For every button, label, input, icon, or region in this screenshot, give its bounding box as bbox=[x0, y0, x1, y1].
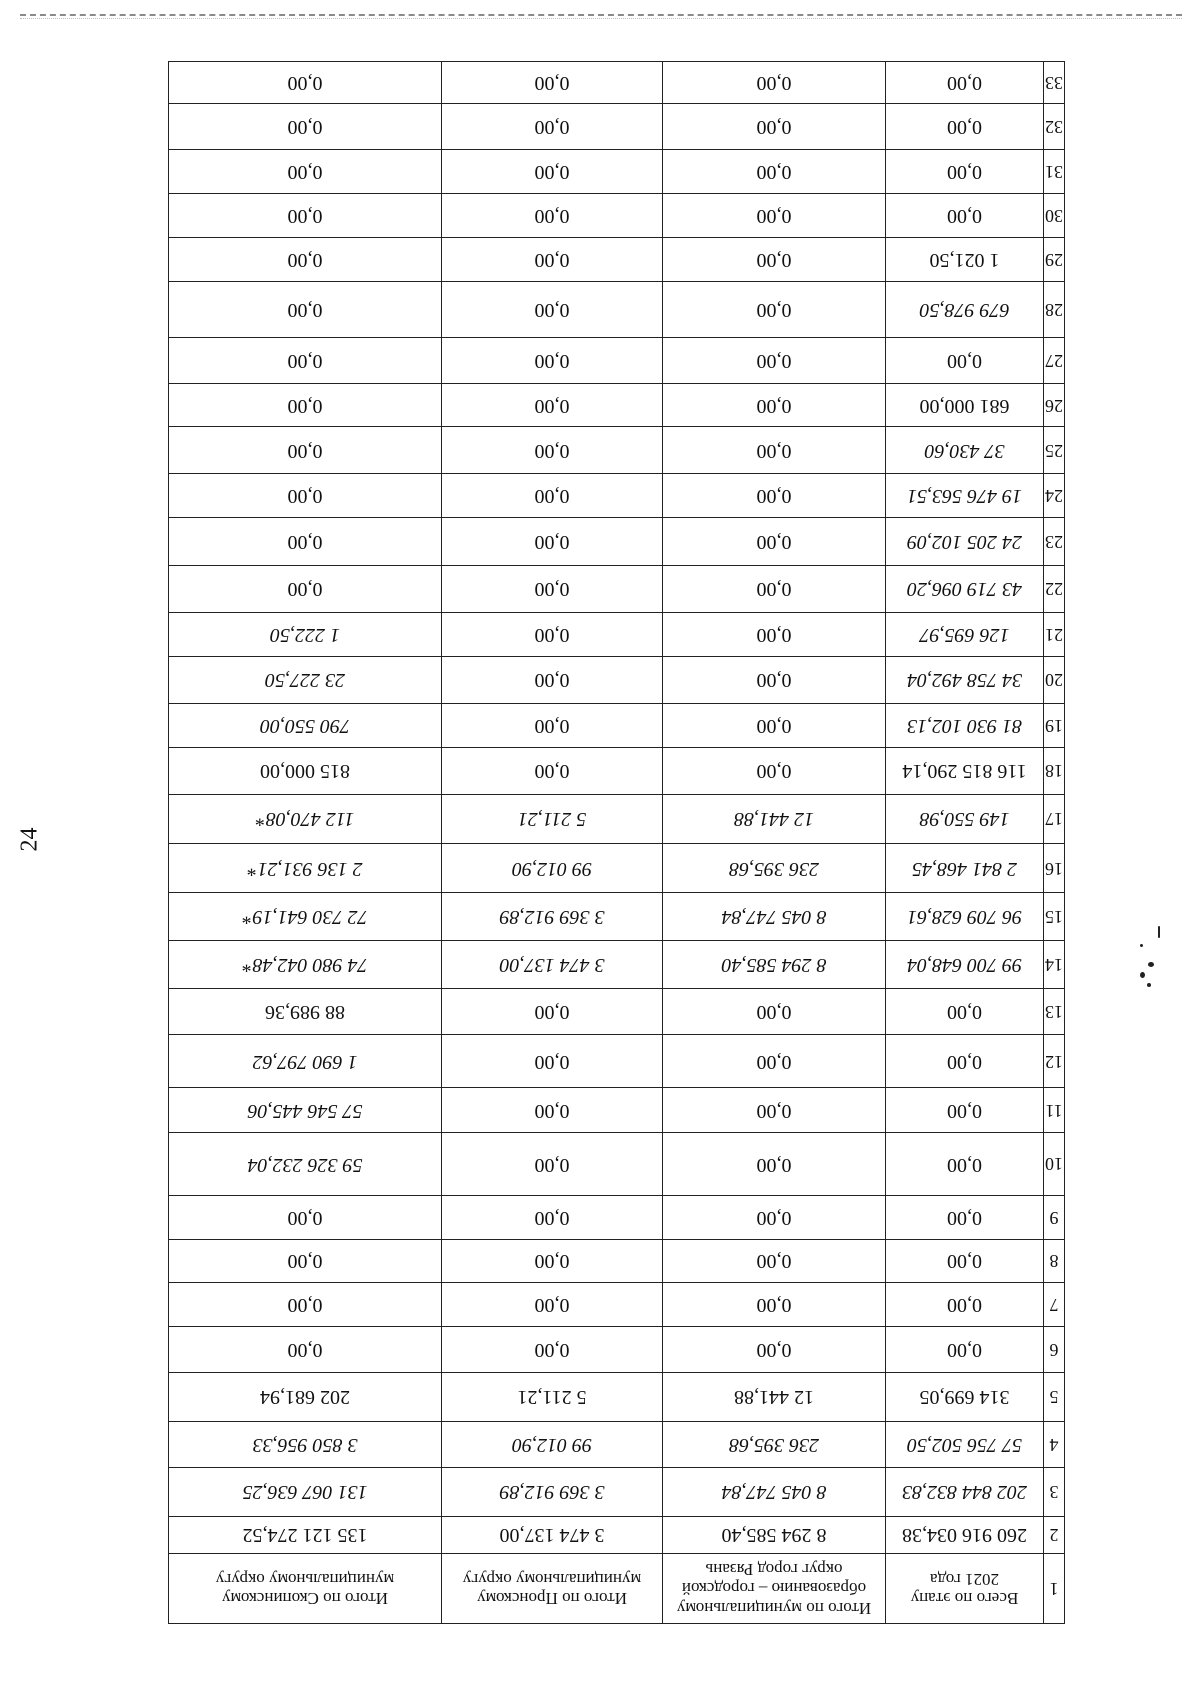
table-cell: 99 012,90 bbox=[442, 844, 663, 893]
page-number: 24 bbox=[16, 827, 43, 852]
table-cell: 116 815 290,14 bbox=[886, 748, 1044, 795]
table-row bbox=[169, 518, 1065, 566]
table-cell: 0,00 bbox=[442, 238, 663, 281]
table-cell: 0,00 bbox=[663, 281, 886, 338]
row-number: 23 bbox=[1044, 518, 1065, 566]
table-cell: 0,00 bbox=[169, 383, 442, 426]
table-row bbox=[169, 703, 1065, 747]
table-row bbox=[169, 338, 1065, 384]
table-row bbox=[169, 892, 1065, 940]
table-cell: 0,00 bbox=[442, 193, 663, 237]
row-number: 3 bbox=[1044, 1468, 1065, 1517]
table-cell: 24 205 102,09 bbox=[886, 518, 1044, 566]
table-cell: 0,00 bbox=[442, 518, 663, 566]
table-cell: 0,00 bbox=[886, 1088, 1044, 1132]
table-cell: 12 441,88 bbox=[663, 1372, 886, 1421]
ink-smudge bbox=[1140, 972, 1145, 978]
row-number: 20 bbox=[1044, 657, 1065, 704]
table-cell: 0,00 bbox=[663, 1088, 886, 1132]
row-number: 10 bbox=[1044, 1132, 1065, 1195]
table-cell: 2 841 468,45 bbox=[886, 844, 1044, 893]
table-cell: 1 690 797,62 bbox=[169, 1034, 442, 1088]
column-header: Итого по Скопинскому муниципальному округу bbox=[169, 1554, 442, 1624]
table-row bbox=[169, 657, 1065, 704]
ink-smudge bbox=[1147, 983, 1151, 987]
table-cell: 135 121 274,52 bbox=[169, 1516, 442, 1553]
row-number: 28 bbox=[1044, 281, 1065, 338]
rotated-table-container bbox=[168, 61, 1065, 1624]
table-row bbox=[169, 1088, 1065, 1132]
ink-smudge bbox=[1158, 926, 1160, 938]
table-cell: 19 476 563,51 bbox=[886, 473, 1044, 517]
table-cell: 0,00 bbox=[886, 1132, 1044, 1195]
table-cell: 126 695,97 bbox=[886, 612, 1044, 656]
ink-smudge bbox=[1148, 962, 1154, 967]
table-cell: 0,00 bbox=[442, 1239, 663, 1282]
row-number: 4 bbox=[1044, 1421, 1065, 1468]
table-cell: 0,00 bbox=[442, 1088, 663, 1132]
table-cell: 5 211,21 bbox=[442, 794, 663, 844]
table-cell: 0,00 bbox=[442, 1034, 663, 1088]
row-number: 6 bbox=[1044, 1327, 1065, 1373]
row-number: 25 bbox=[1044, 427, 1065, 474]
table-row bbox=[169, 1516, 1065, 1553]
table-cell: 0,00 bbox=[442, 703, 663, 747]
table-cell: 0,00 bbox=[442, 657, 663, 704]
table-cell: 0,00 bbox=[663, 238, 886, 281]
table-cell: 0,00 bbox=[169, 281, 442, 338]
table-row bbox=[169, 1196, 1065, 1239]
table-cell: 236 395,68 bbox=[663, 1421, 886, 1468]
row-number: 1 bbox=[1044, 1554, 1065, 1624]
table-cell: 0,00 bbox=[663, 1132, 886, 1195]
header-row bbox=[169, 1554, 1065, 1624]
table-cell: 3 369 912,89 bbox=[442, 892, 663, 940]
table-cell: 0,00 bbox=[442, 383, 663, 426]
table-cell: 74 980 042,48* bbox=[169, 940, 442, 989]
row-number: 26 bbox=[1044, 383, 1065, 426]
table-cell: 5 211,21 bbox=[442, 1372, 663, 1421]
table-cell: 0,00 bbox=[663, 193, 886, 237]
table-cell: 0,00 bbox=[442, 150, 663, 193]
table-cell: 0,00 bbox=[169, 1239, 442, 1282]
row-number: 32 bbox=[1044, 103, 1065, 150]
table-cell: 0,00 bbox=[663, 518, 886, 566]
row-number: 11 bbox=[1044, 1088, 1065, 1132]
table-cell: 3 474 137,00 bbox=[442, 1516, 663, 1553]
table-cell: 0,00 bbox=[886, 193, 1044, 237]
row-number: 29 bbox=[1044, 238, 1065, 281]
row-number: 19 bbox=[1044, 703, 1065, 747]
table-cell: 0,00 bbox=[663, 383, 886, 426]
table-cell: 0,00 bbox=[886, 1196, 1044, 1239]
row-number: 7 bbox=[1044, 1282, 1065, 1326]
table-cell: 0,00 bbox=[442, 566, 663, 613]
row-number: 24 bbox=[1044, 473, 1065, 517]
table-cell: 59 326 232,04 bbox=[169, 1132, 442, 1195]
table-cell: 0,00 bbox=[886, 989, 1044, 1035]
table-row bbox=[169, 1239, 1065, 1282]
table-cell: 202 844 832,83 bbox=[886, 1468, 1044, 1517]
table-row bbox=[169, 844, 1065, 893]
column-header: Всего по этапу 2021 года bbox=[886, 1554, 1044, 1624]
table-cell: 0,00 bbox=[442, 1327, 663, 1373]
table-cell: 57 546 445,06 bbox=[169, 1088, 442, 1132]
table-cell: 0,00 bbox=[886, 1034, 1044, 1088]
row-number: 12 bbox=[1044, 1034, 1065, 1088]
scan-edge-dots bbox=[20, 18, 1182, 19]
column-header: Итого по муниципальному образованию – городской округ город Рязань bbox=[663, 1554, 886, 1624]
row-number: 18 bbox=[1044, 748, 1065, 795]
table-cell: 0,00 bbox=[663, 473, 886, 517]
table-cell: 0,00 bbox=[442, 281, 663, 338]
table-cell: 8 294 585,40 bbox=[663, 940, 886, 989]
table-row bbox=[169, 62, 1065, 104]
table-cell: 3 369 912,89 bbox=[442, 1468, 663, 1517]
table-row bbox=[169, 612, 1065, 656]
row-number: 31 bbox=[1044, 150, 1065, 193]
table-cell: 12 441,88 bbox=[663, 794, 886, 844]
table-row bbox=[169, 748, 1065, 795]
table-cell: 0,00 bbox=[169, 150, 442, 193]
scan-edge-line bbox=[20, 14, 1182, 16]
table-cell: 0,00 bbox=[442, 103, 663, 150]
table-cell: 0,00 bbox=[169, 103, 442, 150]
table-cell: 0,00 bbox=[442, 473, 663, 517]
table-cell: 0,00 bbox=[886, 338, 1044, 384]
table-cell: 0,00 bbox=[169, 193, 442, 237]
table-row bbox=[169, 103, 1065, 150]
row-number: 22 bbox=[1044, 566, 1065, 613]
table-cell: 202 681,94 bbox=[169, 1372, 442, 1421]
table-cell: 57 756 502,50 bbox=[886, 1421, 1044, 1468]
table-cell: 0,00 bbox=[169, 518, 442, 566]
table-cell: 681 000,00 bbox=[886, 383, 1044, 426]
table-cell: 679 978,50 bbox=[886, 281, 1044, 338]
table-cell: 0,00 bbox=[886, 150, 1044, 193]
row-number: 33 bbox=[1044, 62, 1065, 104]
table-row bbox=[169, 1327, 1065, 1373]
table-cell: 0,00 bbox=[169, 473, 442, 517]
table-cell: 3 850 956,33 bbox=[169, 1421, 442, 1468]
table-cell: 0,00 bbox=[663, 1327, 886, 1373]
table-cell: 23 227,50 bbox=[169, 657, 442, 704]
table-cell: 0,00 bbox=[886, 62, 1044, 104]
row-number: 30 bbox=[1044, 193, 1065, 237]
table-row bbox=[169, 383, 1065, 426]
table-row bbox=[169, 794, 1065, 844]
table-cell: 0,00 bbox=[663, 1034, 886, 1088]
column-header: Итого по Пронскому муниципальному округу bbox=[442, 1554, 663, 1624]
table-cell: 8 294 585,40 bbox=[663, 1516, 886, 1553]
report-table bbox=[168, 61, 1065, 1624]
table-cell: 0,00 bbox=[663, 338, 886, 384]
table-cell: 96 709 628,61 bbox=[886, 892, 1044, 940]
table-cell: 0,00 bbox=[442, 989, 663, 1035]
table-row bbox=[169, 427, 1065, 474]
table-row bbox=[169, 1282, 1065, 1326]
row-number: 27 bbox=[1044, 338, 1065, 384]
table-cell: 0,00 bbox=[442, 1196, 663, 1239]
table-cell: 88 989,36 bbox=[169, 989, 442, 1035]
table-cell: 0,00 bbox=[663, 427, 886, 474]
table-row bbox=[169, 1468, 1065, 1517]
table-cell: 0,00 bbox=[169, 1196, 442, 1239]
row-number: 8 bbox=[1044, 1239, 1065, 1282]
table-row bbox=[169, 989, 1065, 1035]
table-cell: 0,00 bbox=[663, 989, 886, 1035]
table-cell: 236 395,68 bbox=[663, 844, 886, 893]
table-cell: 43 719 096,20 bbox=[886, 566, 1044, 613]
table-cell: 149 550,98 bbox=[886, 794, 1044, 844]
table-row bbox=[169, 1034, 1065, 1088]
table-cell: 0,00 bbox=[169, 427, 442, 474]
table-cell: 0,00 bbox=[169, 238, 442, 281]
table-cell: 0,00 bbox=[442, 612, 663, 656]
table-cell: 8 045 747,84 bbox=[663, 1468, 886, 1517]
table-cell: 0,00 bbox=[663, 1282, 886, 1326]
table-cell: 0,00 bbox=[663, 657, 886, 704]
report-table-body bbox=[169, 62, 1065, 1624]
table-cell: 0,00 bbox=[886, 1327, 1044, 1373]
table-cell: 0,00 bbox=[663, 103, 886, 150]
table-cell: 314 699,05 bbox=[886, 1372, 1044, 1421]
table-cell: 1 021,50 bbox=[886, 238, 1044, 281]
table-row bbox=[169, 150, 1065, 193]
table-row bbox=[169, 281, 1065, 338]
row-number: 13 bbox=[1044, 989, 1065, 1035]
table-cell: 99 700 648,04 bbox=[886, 940, 1044, 989]
table-cell: 0,00 bbox=[886, 103, 1044, 150]
table-cell: 0,00 bbox=[442, 62, 663, 104]
table-cell: 0,00 bbox=[442, 338, 663, 384]
table-row bbox=[169, 1421, 1065, 1468]
table-row bbox=[169, 1372, 1065, 1421]
table-cell: 0,00 bbox=[169, 338, 442, 384]
table-cell: 815 000,00 bbox=[169, 748, 442, 795]
table-cell: 0,00 bbox=[442, 748, 663, 795]
table-cell: 3 474 137,00 bbox=[442, 940, 663, 989]
table-cell: 0,00 bbox=[442, 427, 663, 474]
table-cell: 2 136 931,21* bbox=[169, 844, 442, 893]
table-cell: 260 916 034,38 bbox=[886, 1516, 1044, 1553]
table-cell: 0,00 bbox=[663, 1196, 886, 1239]
table-cell: 0,00 bbox=[886, 1282, 1044, 1326]
table-row bbox=[169, 473, 1065, 517]
table-cell: 0,00 bbox=[663, 1239, 886, 1282]
table-cell: 0,00 bbox=[663, 566, 886, 613]
table-cell: 0,00 bbox=[169, 1327, 442, 1373]
table-cell: 72 730 641,19* bbox=[169, 892, 442, 940]
row-number: 2 bbox=[1044, 1516, 1065, 1553]
row-number: 5 bbox=[1044, 1372, 1065, 1421]
table-cell: 0,00 bbox=[442, 1132, 663, 1195]
table-cell: 0,00 bbox=[663, 703, 886, 747]
row-number: 15 bbox=[1044, 892, 1065, 940]
table-cell: 0,00 bbox=[663, 150, 886, 193]
table-cell: 0,00 bbox=[663, 748, 886, 795]
table-cell: 131 067 636,25 bbox=[169, 1468, 442, 1517]
table-cell: 0,00 bbox=[442, 1282, 663, 1326]
table-row bbox=[169, 238, 1065, 281]
table-cell: 99 012,90 bbox=[442, 1421, 663, 1468]
table-cell: 0,00 bbox=[886, 1239, 1044, 1282]
row-number: 14 bbox=[1044, 940, 1065, 989]
table-cell: 0,00 bbox=[169, 1282, 442, 1326]
table-cell: 0,00 bbox=[663, 612, 886, 656]
table-cell: 0,00 bbox=[169, 566, 442, 613]
table-row bbox=[169, 566, 1065, 613]
table-row bbox=[169, 193, 1065, 237]
row-number: 16 bbox=[1044, 844, 1065, 893]
row-number: 21 bbox=[1044, 612, 1065, 656]
table-cell: 0,00 bbox=[169, 62, 442, 104]
table-row bbox=[169, 1132, 1065, 1195]
table-cell: 81 930 102,13 bbox=[886, 703, 1044, 747]
row-number: 17 bbox=[1044, 794, 1065, 844]
table-cell: 37 430,60 bbox=[886, 427, 1044, 474]
table-cell: 34 758 492,04 bbox=[886, 657, 1044, 704]
row-number: 9 bbox=[1044, 1196, 1065, 1239]
table-cell: 8 045 747,84 bbox=[663, 892, 886, 940]
table-cell: 1 222,50 bbox=[169, 612, 442, 656]
table-cell: 790 550,00 bbox=[169, 703, 442, 747]
table-cell: 0,00 bbox=[663, 62, 886, 104]
table-cell: 112 470,08* bbox=[169, 794, 442, 844]
ink-smudge bbox=[1140, 944, 1143, 947]
table-row bbox=[169, 940, 1065, 989]
